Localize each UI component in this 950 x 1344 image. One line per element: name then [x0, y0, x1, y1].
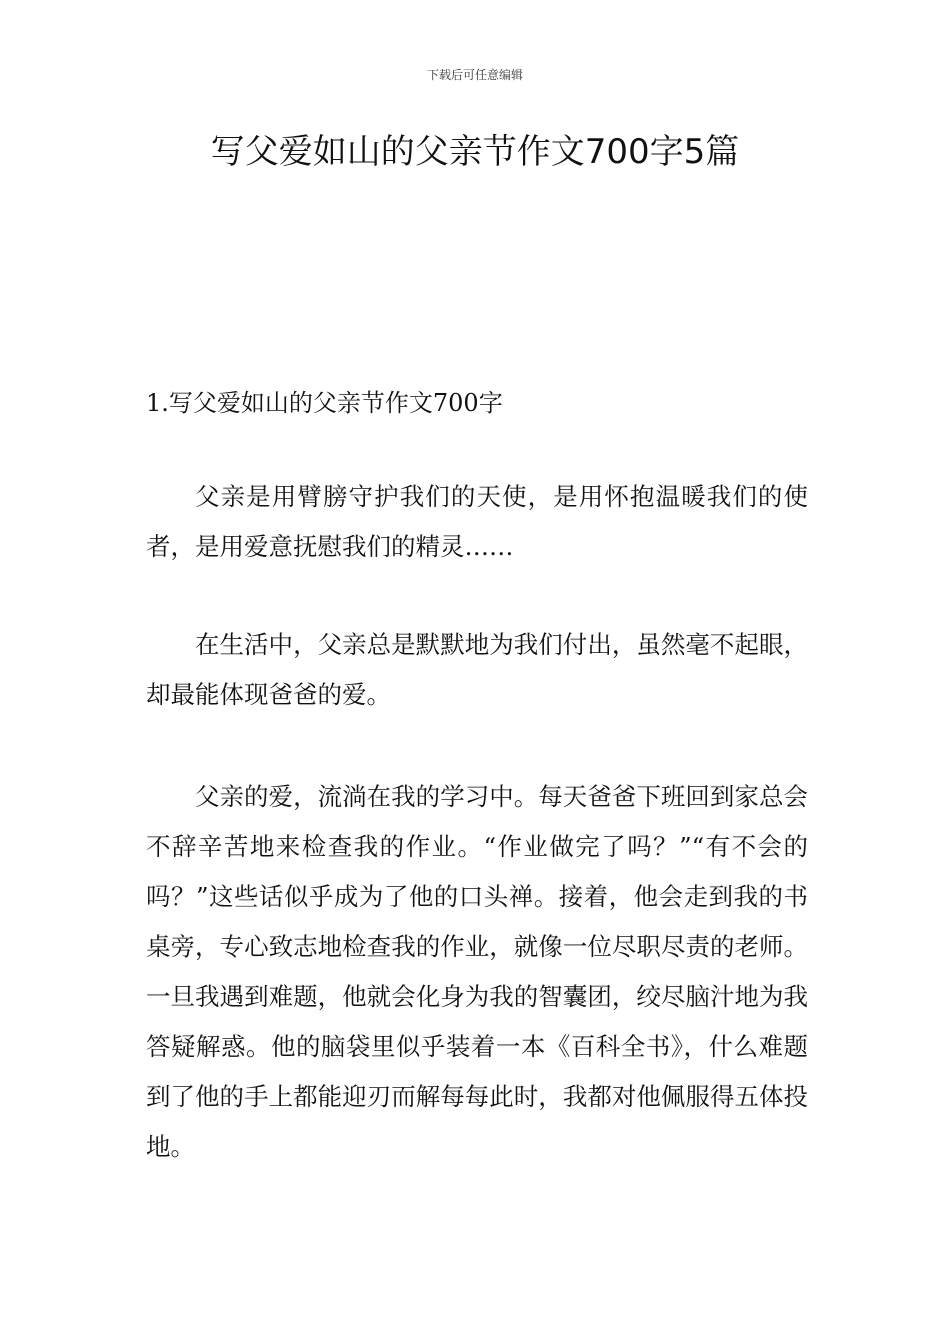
paragraph-1: 父亲是用臂膀守护我们的天使，是用怀抱温暖我们的使者，是用爱意抚慰我们的精灵……: [146, 482, 808, 561]
header-note: 下载后可任意编辑: [426, 68, 523, 82]
section-heading: 1.写父爱如山的父亲节作文700字: [146, 389, 503, 417]
paragraph-2: 在生活中，父亲总是默默地为我们付出，虽然毫不起眼，却最能体现爸爸的爱。: [146, 630, 808, 709]
document-title: 写父爱如山的父亲节作文700字5篇: [210, 132, 740, 172]
paragraph-3: 父亲的爱，流淌在我的学习中。每天爸爸下班回到家总会不辞辛苦地来检查我的作业。“作业做完了吗？”“有不会的吗？”这些话似乎成为了他的口头禅。接着，他会走到我的书桌旁，专心致志地检查我的作业，就像一位尽职尽责的老师。一旦我遇到难题，他就会化身为我的智囊团，绞尽脑汁地为我答疑解惑。他的脑袋里似乎装着一本《百科全书》，什么难题到了他的手上都能迎刃而解每每此时，我都对他佩服得五体投地。: [146, 782, 808, 1161]
